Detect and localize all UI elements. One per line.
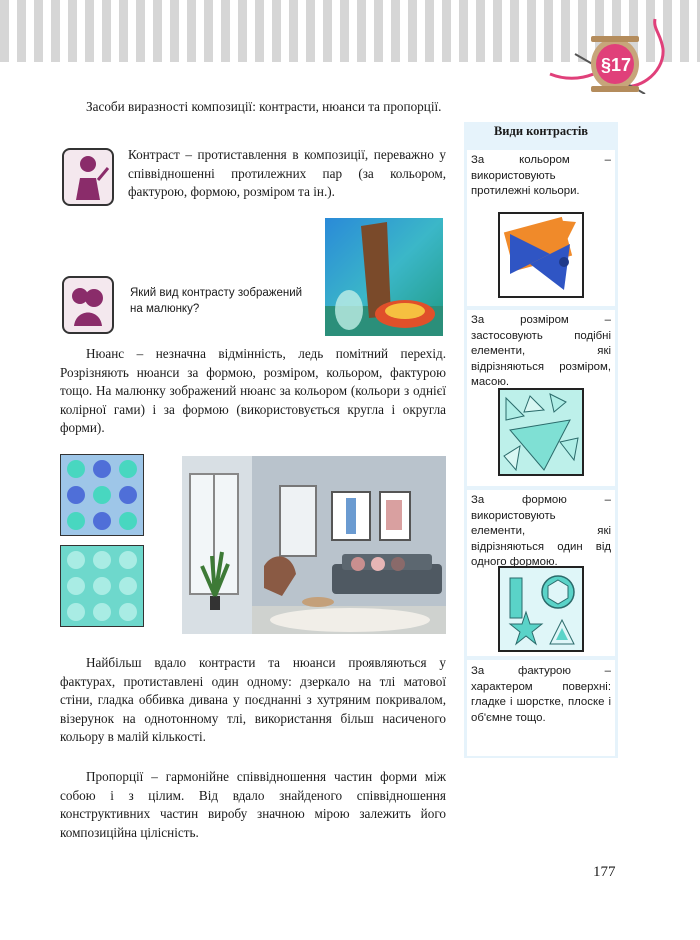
textures-paragraph: Найбільш вдало контрасти та нюанси проявляються у фактурах, протиставлені один одному: дзеркало на тлі матової стіни, гладка оббивка дивана у поєднанні з хутряним покривалом, візерунок на однотонному тлі, використання більш насиченого кольору в малій кількості. bbox=[60, 655, 446, 744]
size-contrast-illustration bbox=[498, 388, 584, 476]
chapter-badge: §17 bbox=[600, 55, 632, 75]
sidebar-item-color: За кольором – використовують протилежні кольори. bbox=[471, 154, 611, 197]
proportions-paragraph: Пропорції – гармонійне співвідношення частин форми між собою і з цілим. Від вдало знайденого співвідношення конструктивних частин виробу значною мірою залежить його композиційна цілісність. bbox=[60, 769, 446, 840]
sidebar-item-size: За розміром – застосовують подібні елементи, які відрізняються розміром, масою. bbox=[471, 314, 611, 388]
contrast-figure-icon bbox=[62, 148, 114, 206]
question-figure-icon bbox=[62, 276, 114, 334]
sidebar-title: Види контрастів bbox=[493, 124, 589, 138]
vase-photo bbox=[325, 218, 443, 336]
contrast-definition: Контраст – протиставлення в композиції, переважно у співвідношенні протилежних пар (за кольором, фактурою, формою, розміром та ін.). bbox=[128, 147, 446, 199]
living-room-photo bbox=[182, 456, 446, 634]
intro-paragraph: Засоби виразності композиції: контрасти, нюанси та пропорції. bbox=[86, 99, 442, 114]
question-text: Який вид контрасту зображений на малюнку? bbox=[130, 287, 303, 315]
sidebar-item-texture: За фактурою – характером поверхні: гладке і шорстке, плоске і об'ємне тощо. bbox=[471, 665, 611, 724]
page-number: 177 bbox=[593, 864, 616, 880]
dots-pattern-contrast bbox=[60, 454, 144, 536]
spool-badge-icon bbox=[545, 14, 675, 94]
dots-pattern-nuance bbox=[60, 545, 144, 627]
color-contrast-illustration bbox=[498, 212, 584, 298]
sidebar-item-form: За формою – використовують елементи, які відрізняються один від одного формою. bbox=[471, 494, 611, 568]
form-contrast-illustration bbox=[498, 566, 584, 652]
nuance-paragraph: Нюанс – незначна відмінність, ледь помітний перехід. Розрізняють нюанси за формою, розміром, кольором, фактурою тощо. На малюнку зображений нюанс за кольором (кольори з однієї колірної гами) і за формою (використовується кругла і округла форми). bbox=[60, 346, 446, 435]
